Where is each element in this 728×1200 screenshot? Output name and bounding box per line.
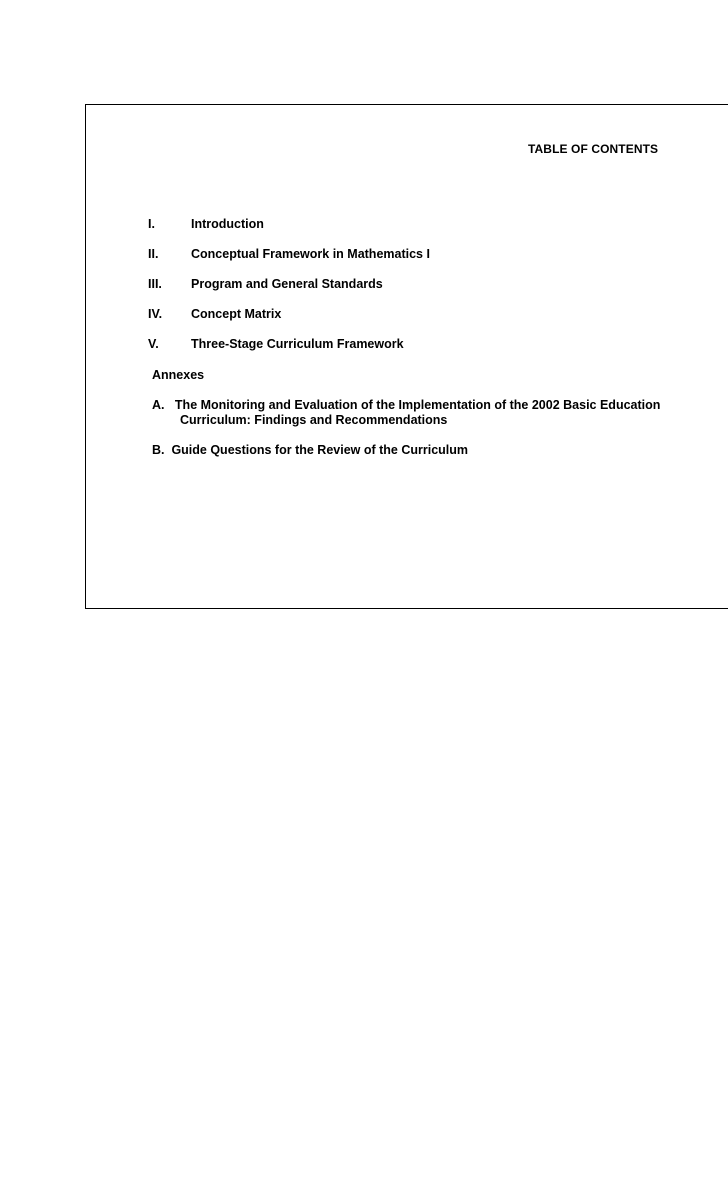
- toc-item-label: Introduction: [191, 217, 264, 231]
- toc-item-curriculum-framework: [148, 337, 404, 351]
- toc-item-label: Program and General Standards: [191, 277, 383, 291]
- toc-item-introduction: [148, 217, 264, 231]
- annex-item-a-line2: Curriculum: Findings and Recommendations: [180, 413, 448, 427]
- toc-item-label: Three-Stage Curriculum Framework: [191, 337, 404, 351]
- toc-item-number: IV.: [148, 307, 163, 321]
- annexes-heading: Annexes: [152, 368, 205, 382]
- toc-item-number: III.: [148, 277, 162, 291]
- toc-item-program-standards: [148, 277, 383, 291]
- annex-item-a: [152, 398, 660, 428]
- toc-item-number: V.: [148, 337, 159, 351]
- toc-item-concept-matrix: [148, 307, 281, 321]
- toc-item-number: I.: [148, 217, 155, 231]
- document-frame: [85, 104, 728, 609]
- annex-item-a-line1: A. The Monitoring and Evaluation of the Implementation of the 2002 Basic Education: [152, 398, 661, 412]
- toc-item-number: II.: [148, 247, 159, 261]
- toc-title: TABLE OF CONTENTS: [528, 142, 659, 156]
- annex-item-b: [152, 443, 468, 458]
- annex-item-b-line1: B. Guide Questions for the Review of the Curriculum: [152, 443, 469, 457]
- toc-item-label: Concept Matrix: [191, 307, 282, 321]
- toc-item-label: Conceptual Framework in Mathematics I: [191, 247, 430, 261]
- toc-item-conceptual-framework: [148, 247, 430, 261]
